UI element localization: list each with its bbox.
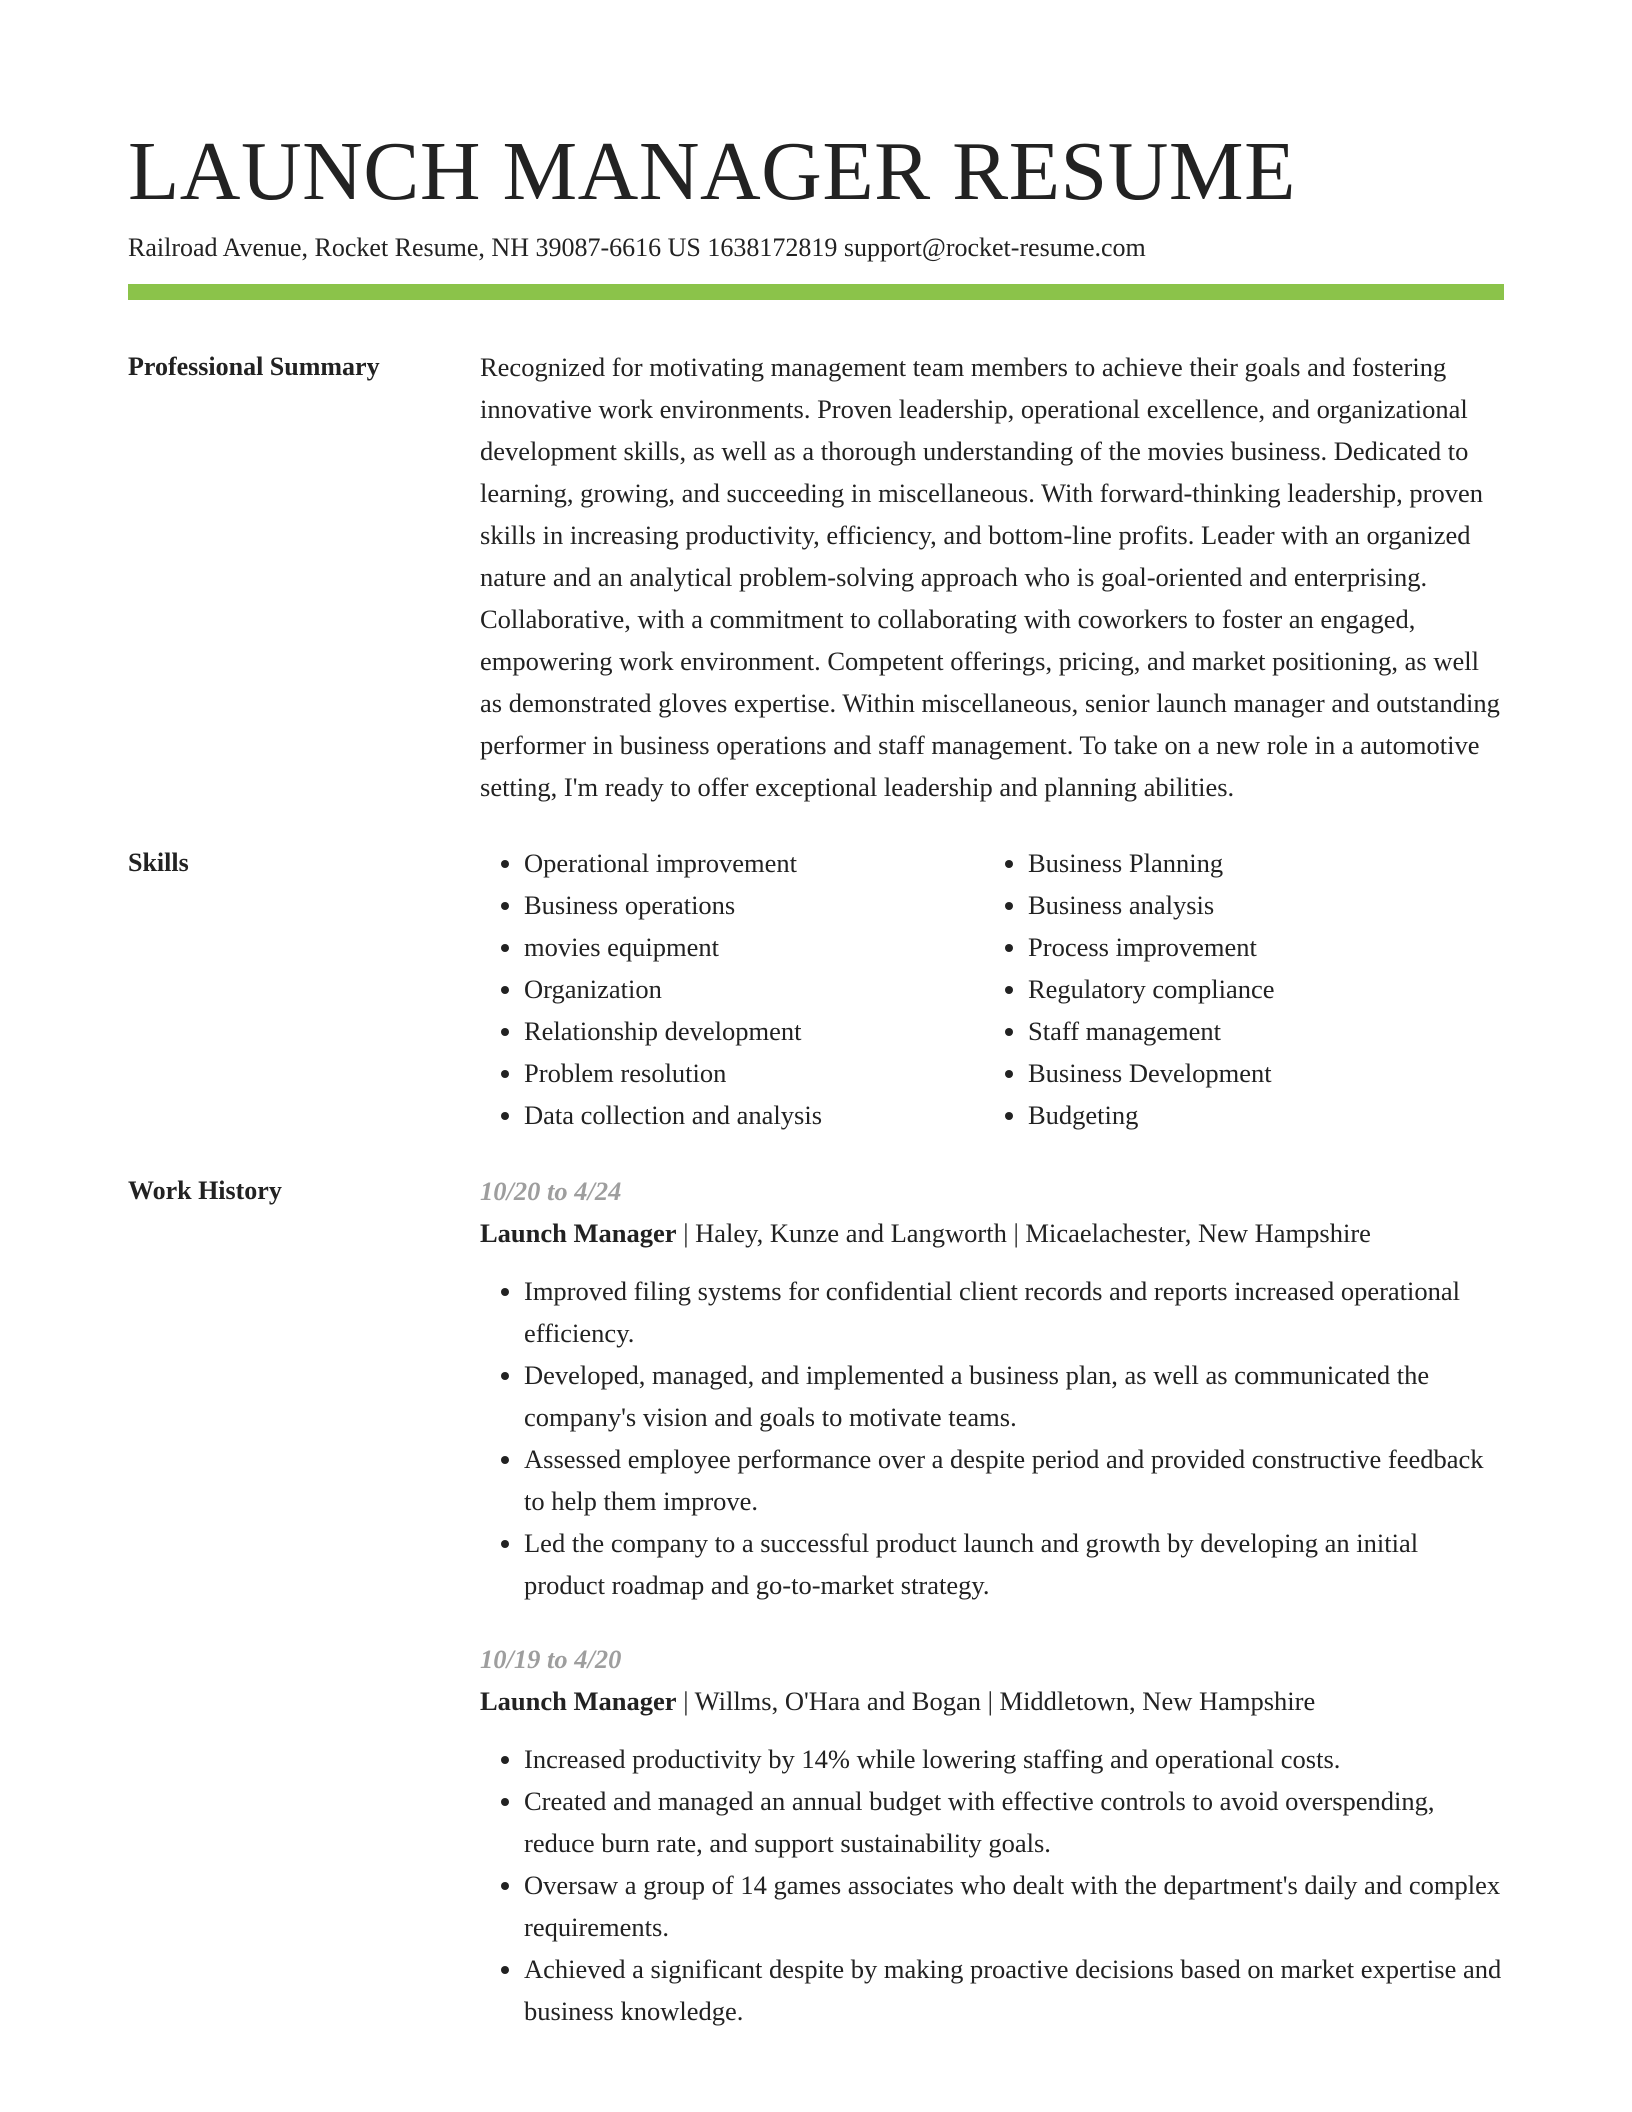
resume-page [128, 124, 1504, 2032]
skills-section [128, 842, 1504, 1136]
job-entry [480, 1170, 1504, 1606]
job-heading [480, 1212, 1504, 1254]
skill-item: • Data collection and analysis [524, 1094, 984, 1136]
job-employer-location: | Willms, O'Hara and Bogan | Middletown, New Hampshire [676, 1686, 1316, 1716]
contact-line: Railroad Avenue, Rocket Resume, NH 39087-6616 US 1638172819 support@rocket-resume.com [128, 233, 1146, 262]
skills-list-right [984, 842, 1275, 1136]
professional-summary-section [128, 346, 1504, 808]
job-bullet: • Improved filing systems for confidential client records and reports increased operational efficiency. [524, 1270, 1504, 1354]
job-title: Launch Manager [480, 1218, 677, 1248]
skill-item: • Business analysis [1028, 884, 1275, 926]
job-bullet: • Achieved a significant despite by making proactive decisions based on market expertise and business knowledge. [524, 1948, 1504, 2032]
job-title: Launch Manager [480, 1686, 677, 1716]
skill-item: • Operational improvement [524, 842, 984, 884]
job-employer-location: | Haley, Kunze and Langworth | Micaelachester, New Hampshire [676, 1218, 1371, 1248]
skill-item: • Staff management [1028, 1010, 1275, 1052]
section-label-work: Work History [128, 1176, 282, 1205]
skill-item: • Organization [524, 968, 984, 1010]
job-bullet: • Created and managed an annual budget with effective controls to avoid overspending, reduce burn rate, and support sustainability goals. [524, 1780, 1504, 1864]
skills-list-left [480, 842, 984, 1136]
job-bullet: • Developed, managed, and implemented a business plan, as well as communicated the company's vision and goals to motivate teams. [524, 1354, 1504, 1438]
job-entry [480, 1638, 1504, 2032]
work-history-section [128, 1170, 1504, 2032]
skill-item: • Budgeting [1028, 1094, 1275, 1136]
accent-divider [128, 284, 1504, 300]
job-dates: 10/20 to 4/24 [480, 1176, 622, 1206]
skill-item: • Business Development [1028, 1052, 1275, 1094]
skill-item: • Process improvement [1028, 926, 1275, 968]
skills-columns [480, 842, 1504, 1136]
job-bullets [480, 1270, 1504, 1606]
skill-item: • Problem resolution [524, 1052, 984, 1094]
skill-item: • Relationship development [524, 1010, 984, 1052]
job-bullet: • Increased productivity by 14% while lowering staffing and operational costs. [524, 1738, 1504, 1780]
skill-item: • Regulatory compliance [1028, 968, 1275, 1010]
section-label-summary: Professional Summary [128, 352, 380, 381]
summary-body [480, 346, 1504, 808]
job-heading [480, 1680, 1504, 1722]
skill-item: • Business operations [524, 884, 984, 926]
resume-title: LAUNCH MANAGER RESUME [128, 125, 1296, 218]
summary-text: Recognized for motivating management team members to achieve their goals and fostering innovative work environments. Proven leadership, operational excellence, and organizational development skills, as well as a thorough understanding of the movies business. Dedicated to learning, growing, and succeeding in miscellaneous. With forward-thinking leadership, proven skills in increasing productivity, efficiency, and bottom-line profits. Leader with an organized nature and an analytical problem-solving approach who is goal-oriented and enterprising. Collaborative, with a commitment to collaborating with coworkers to foster an engaged, empowering work environment. Competent offerings, pricing, and market positioning, as well as demonstrated gloves expertise. Within miscellaneous, senior launch manager and outstanding performer in business operations and staff management. To take on a new role in a automotive setting, I'm ready to offer exceptional leadership and planning abilities. [480, 352, 1500, 802]
job-dates: 10/19 to 4/20 [480, 1644, 622, 1674]
work-history-body [480, 1170, 1504, 2032]
section-label-skills: Skills [128, 848, 189, 877]
skill-item: • movies equipment [524, 926, 984, 968]
job-bullet: • Assessed employee performance over a despite period and provided constructive feedback to help them improve. [524, 1438, 1504, 1522]
skill-item: • Business Planning [1028, 842, 1275, 884]
job-bullet: • Oversaw a group of 14 games associates who dealt with the department's daily and complex requirements. [524, 1864, 1504, 1948]
job-bullets [480, 1738, 1504, 2032]
job-bullet: • Led the company to a successful product launch and growth by developing an initial product roadmap and go-to-market strategy. [524, 1522, 1504, 1606]
